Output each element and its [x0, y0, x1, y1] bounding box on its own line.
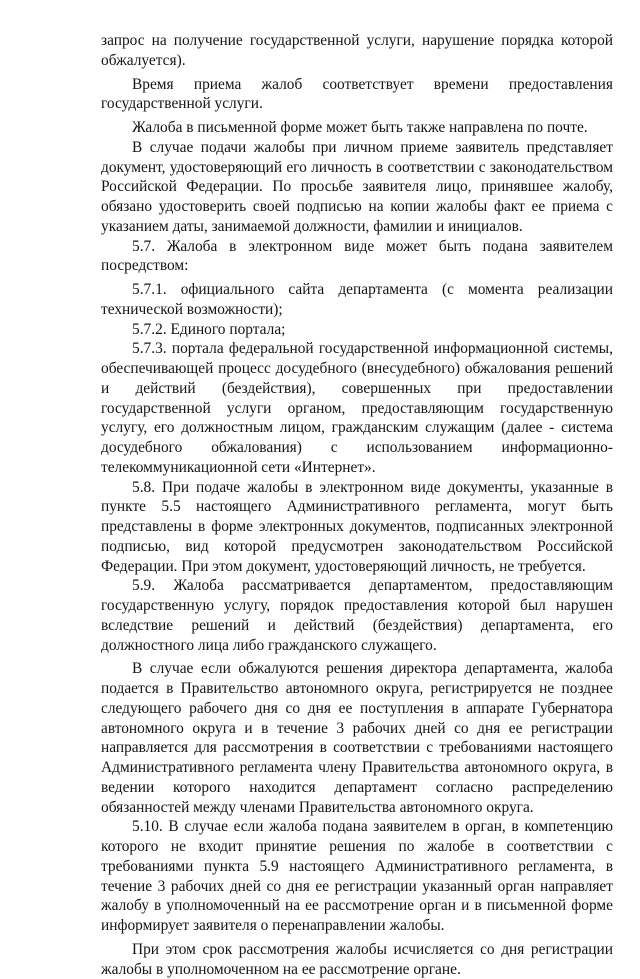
paragraph-5-7-1: 5.7.1. официального сайта департамента (с момента реализации технической возможности); [101, 281, 613, 318]
document-body [101, 31, 613, 979]
paragraph-5-10: 5.10. В случае если жалоба подана заявителем в орган, в компетенцию которого не входит принятие решения по жалобе в соответствии с требованиями пункта 5.9 настоящего Административного регламента, в течение 3 рабочих дней со дня ее регистрации указанный орган направляет жалобу в уполномоченный на ее рассмотрение орган и в письменной форме информирует заявителя о перенаправлении жалобы. [101, 818, 613, 934]
paragraph-review-period: При этом срок рассмотрения жалобы исчисляется со дня регистрации жалобы в уполномоченном на ее рассмотрение органе. [101, 940, 613, 978]
paragraph-postal-complaint: Жалоба в письменной форме может быть также направлена по почте. [132, 119, 588, 136]
paragraph-5-7-2: 5.7.2. Единого портала; [132, 320, 286, 338]
paragraph-5-9: 5.9. Жалоба рассматривается департаментом, предоставляющим государственную услугу, порядок предоставления которой был нарушен вследствие решений и действий (бездействия) департамента, его должностного лица либо гражданского служащего. [101, 577, 613, 654]
paragraph-5-7: 5.7. Жалоба в электронном виде может быть подана заявителем посредством: [101, 237, 613, 275]
paragraph-reception-time: Время приема жалоб соответствует времени предоставления государственной услуги. [101, 75, 613, 113]
paragraph-5-8: 5.8. При подаче жалобы в электронном виде документы, указанные в пункте 5.5 настоящего Административного регламента, могут быть представлены в форме электронных документов, подписанных электронной подписью, вид которой предусмотрен законодательством Российской Федерации. При этом документ, удостоверяющий личность, не требуется. [101, 478, 613, 575]
paragraph-personal-reception: В случае подачи жалобы при личном приеме заявитель представляет документ, удостоверяющий его личность в соответствии с законодательством Российской Федерации. По просьбе заявителя лицо, принявшее жалобу, обязано удостоверить своей подписью на копии жалобы факт ее приема с указанием даты, занимаемой должности, фамилии и инициалов. [101, 138, 613, 235]
paragraph-continuation: запрос на получение государственной услуги, нарушение порядка которой обжалуется). [101, 32, 613, 69]
paragraph-director-decisions: В случае если обжалуются решения директора департамента, жалоба подается в Правительство автономного округа, регистрируется не позднее следующего рабочего дня со дня ее поступления в аппарате Губернатора автономного округа и в течение 3 рабочих дней со дня ее регистрации направляется для рассмотрения в соответствии с требованиями настоящего Административного регламента члену Правительства автономного округа, в ведении которого находится департамент согласно распределению обязанностей между членами Правительства автономного округа. [101, 660, 613, 816]
paragraph-5-7-3: 5.7.3. портала федеральной государственной информационной системы, обеспечивающей процесс досудебного (внесудебного) обжалования решений и действий (бездействия), совершенных при предоставлении государственной услуги органом, предоставляющим государственную услугу, его должностным лицом, гражданским служащим (далее - система досудебного обжалования) с использованием информационно-телекоммуникационной сети «Интернет». [101, 340, 613, 476]
